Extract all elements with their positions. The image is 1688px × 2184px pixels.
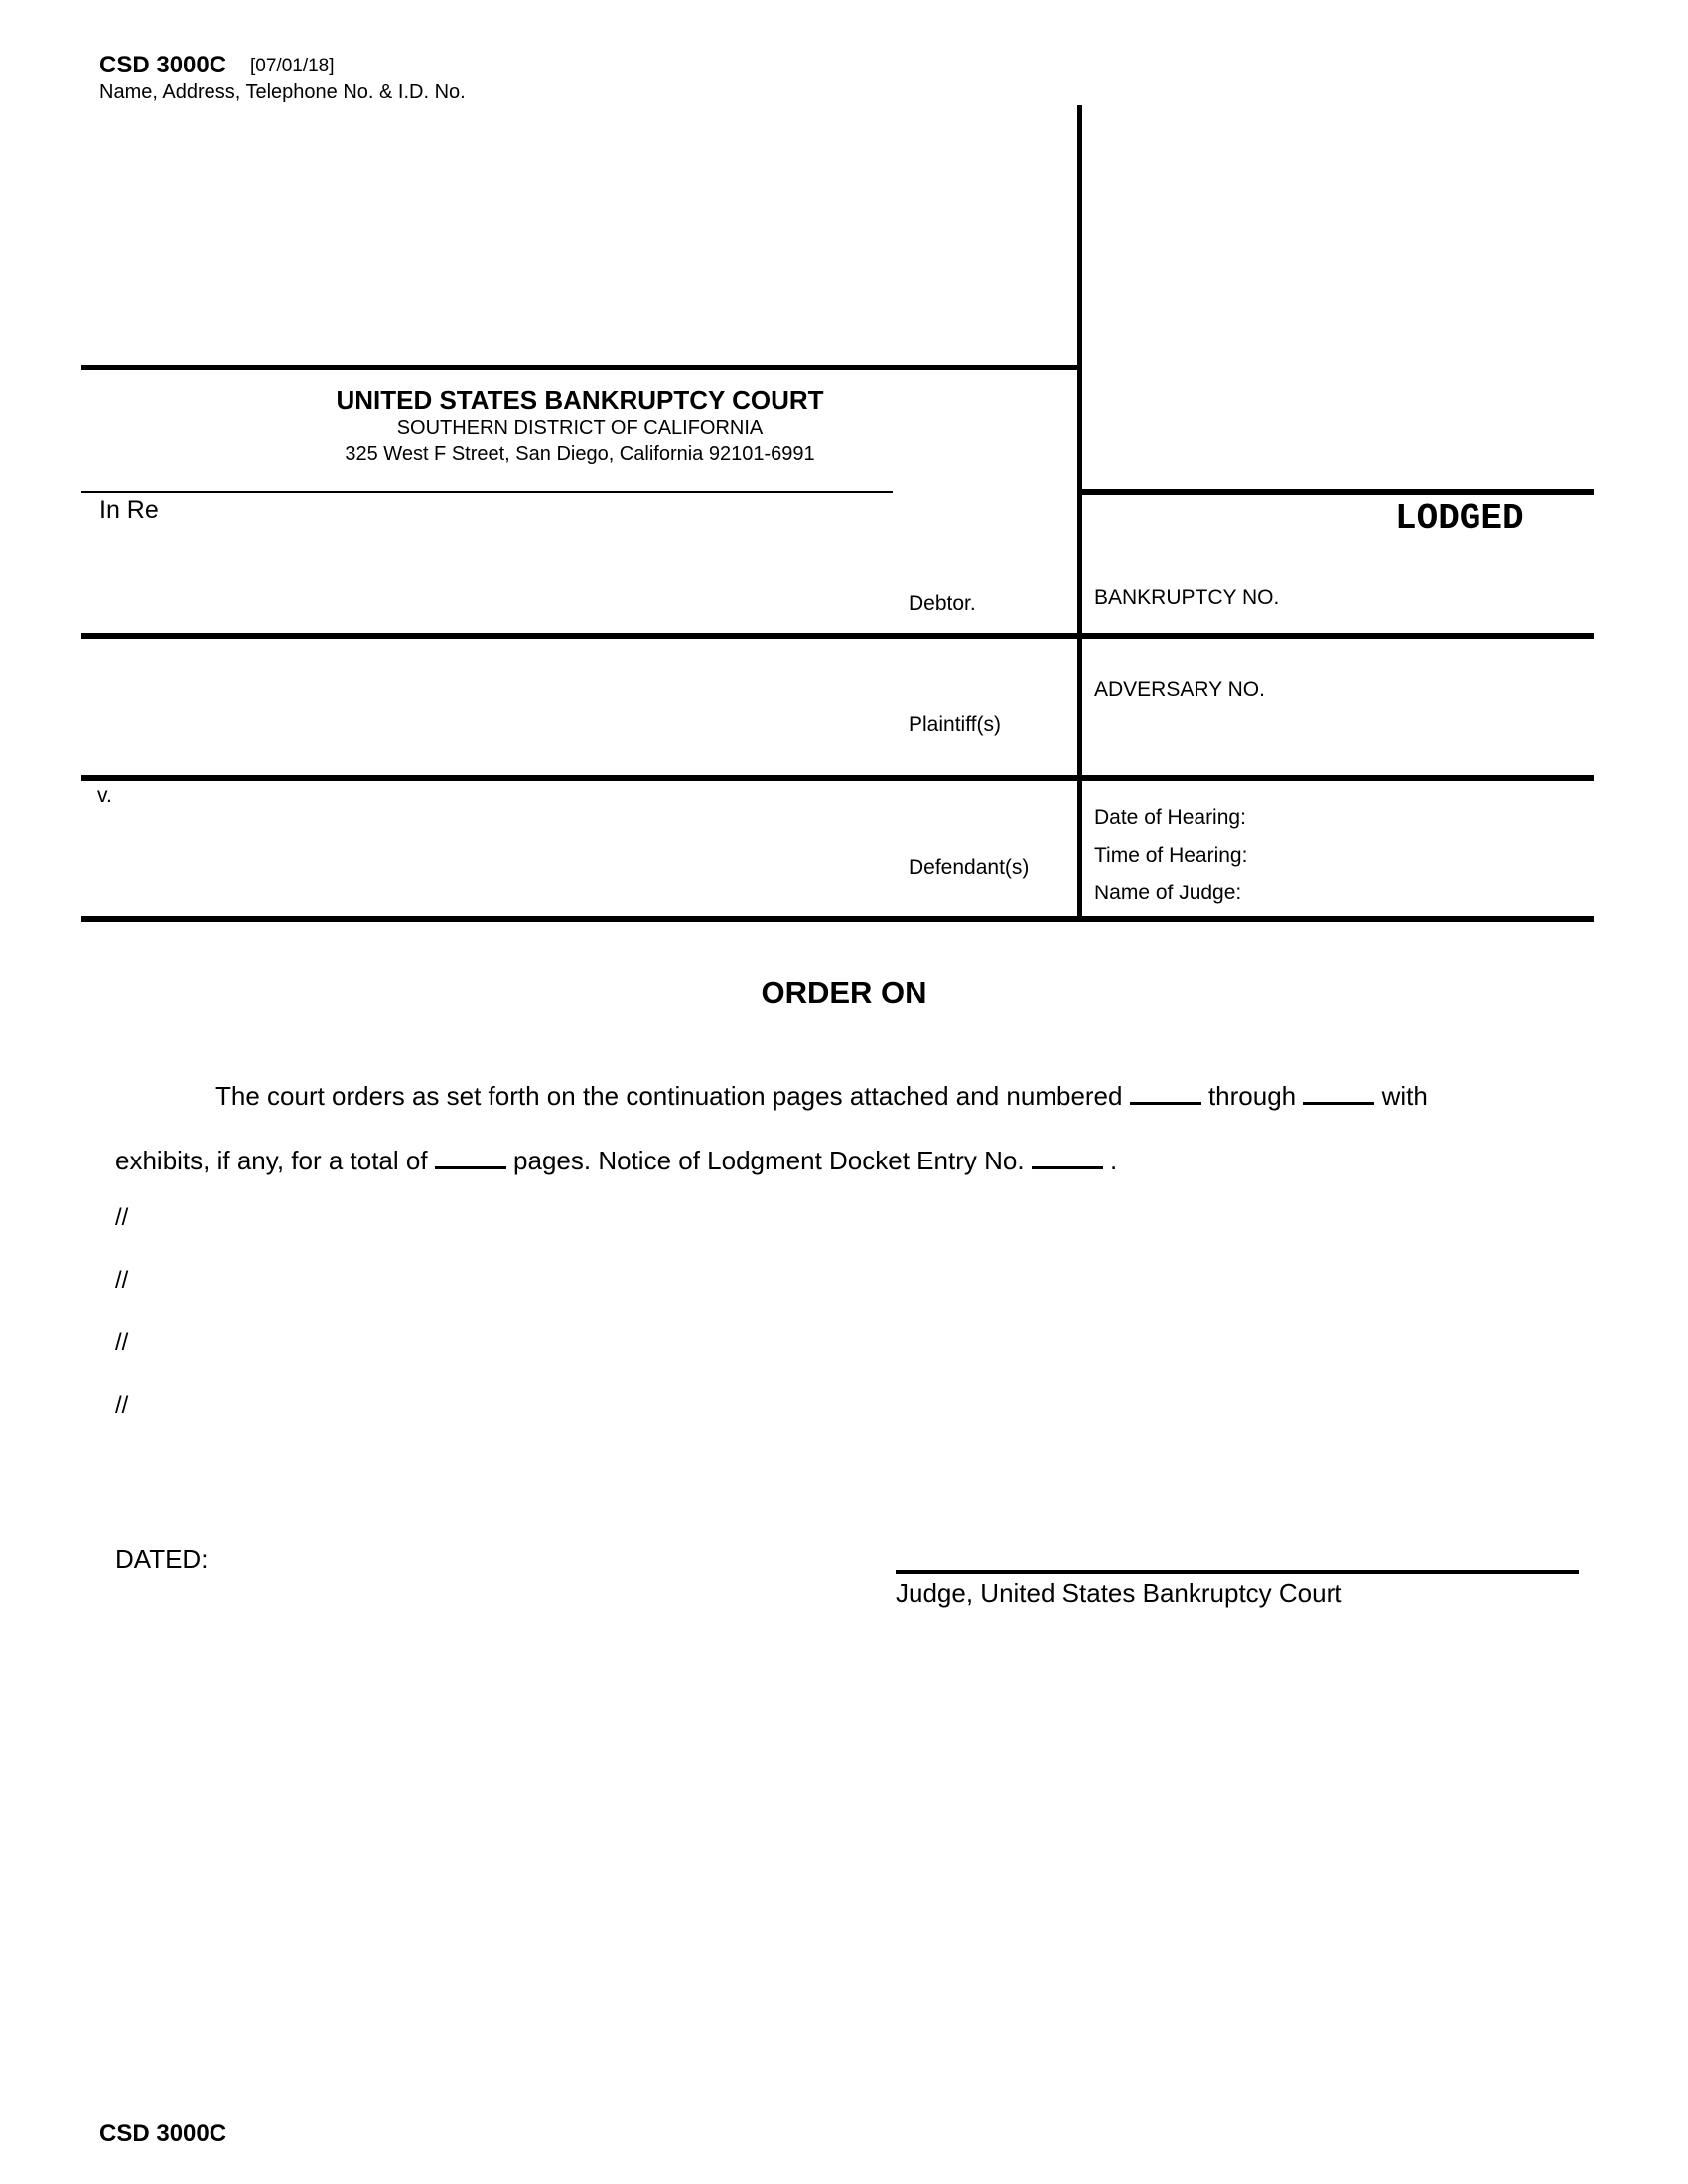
- docket-entry-blank[interactable]: [1032, 1145, 1103, 1169]
- slash-mark: //: [115, 1204, 129, 1231]
- order-line-2: [115, 1145, 1117, 1176]
- order-line-1: [215, 1080, 1428, 1112]
- bankruptcy-no-label: BANKRUPTCY NO.: [1094, 586, 1280, 609]
- judge-signature-line[interactable]: [896, 1570, 1579, 1574]
- court-top-rule: [81, 365, 1079, 370]
- slash-mark: //: [115, 1329, 129, 1356]
- order-text-numbered: The court orders as set forth on the continuation pages attached and numbered: [215, 1081, 1123, 1111]
- start-page-blank[interactable]: [1130, 1080, 1201, 1105]
- attorney-info-area[interactable]: [83, 109, 1076, 362]
- defendant-name-field[interactable]: [99, 794, 884, 911]
- total-pages-blank[interactable]: [435, 1145, 506, 1169]
- name-of-judge-field[interactable]: [1256, 878, 1584, 907]
- adversary-no-field[interactable]: [1281, 673, 1584, 713]
- debtor-label: Debtor.: [909, 592, 976, 614]
- judge-signature-label: Judge, United States Bankruptcy Court: [896, 1578, 1342, 1608]
- plaintiff-rule: [81, 775, 1594, 781]
- debtor-rule: [81, 633, 1594, 639]
- time-of-hearing-label: Time of Hearing:: [1094, 844, 1248, 867]
- date-of-hearing-field[interactable]: [1266, 802, 1584, 832]
- form-date: [07/01/18]: [250, 56, 335, 76]
- in-re-label: In Re: [99, 496, 159, 524]
- time-of-hearing-field[interactable]: [1266, 840, 1584, 870]
- dated-field[interactable]: [228, 1539, 824, 1574]
- defendant-rule: [81, 916, 1594, 922]
- attorney-info-label: Name, Address, Telephone No. & I.D. No.: [99, 81, 466, 103]
- court-district: SOUTHERN DISTRICT OF CALIFORNIA: [396, 417, 764, 439]
- slash-mark: //: [115, 1267, 129, 1294]
- order-title: ORDER ON: [761, 975, 927, 1010]
- court-title: UNITED STATES BANKRUPTCY COURT: [336, 385, 824, 415]
- slash-mark: //: [115, 1392, 129, 1419]
- order-text-period: .: [1110, 1146, 1118, 1175]
- date-of-hearing-label: Date of Hearing:: [1094, 806, 1246, 829]
- versus-label: v.: [97, 784, 112, 807]
- order-text-with: with: [1381, 1081, 1428, 1111]
- court-bottom-rule-left: [81, 491, 893, 493]
- plaintiff-name-field[interactable]: [99, 645, 884, 769]
- adversary-no-label: ADVERSARY NO.: [1094, 678, 1265, 701]
- footer-form-code: CSD 3000C: [99, 2120, 227, 2147]
- form-code: CSD 3000C: [99, 52, 227, 78]
- end-page-blank[interactable]: [1303, 1080, 1374, 1105]
- order-text-total: exhibits, if any, for a total of: [115, 1146, 428, 1175]
- court-address: 325 West F Street, San Diego, California 92101-6991: [345, 443, 815, 465]
- vertical-divider: [1077, 105, 1082, 919]
- name-of-judge-label: Name of Judge:: [1094, 882, 1242, 904]
- order-text-docket: pages. Notice of Lodgment Docket Entry No.: [513, 1146, 1025, 1175]
- court-header: [83, 385, 1076, 467]
- order-text-through: through: [1207, 1081, 1297, 1111]
- debtor-name-field[interactable]: [99, 536, 884, 625]
- dated-label: DATED:: [115, 1544, 209, 1573]
- plaintiff-label: Plaintiff(s): [909, 713, 1001, 736]
- right-top-rule: [1077, 489, 1594, 495]
- bankruptcy-no-field[interactable]: [1291, 581, 1584, 620]
- lodged-stamp: LODGED: [1395, 498, 1524, 539]
- defendant-label: Defendant(s): [909, 856, 1030, 879]
